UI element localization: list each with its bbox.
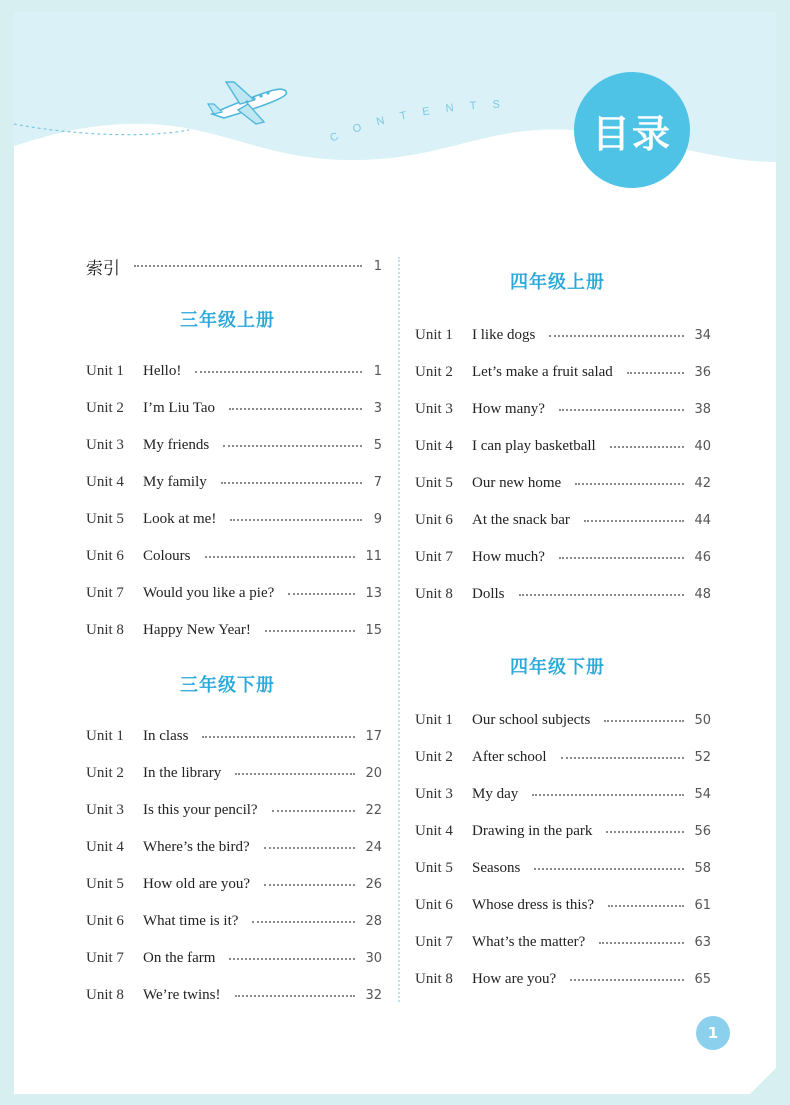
toc-title-badge <box>574 72 690 188</box>
unit-title: I can play basketball <box>472 438 596 454</box>
toc-entry[interactable] <box>86 903 382 940</box>
unit-page: 22 <box>365 803 382 818</box>
unit-number: Unit 4 <box>86 839 124 855</box>
unit-page: 1 <box>373 364 382 379</box>
toc-entry[interactable] <box>415 924 711 961</box>
unit-page: 36 <box>694 365 711 380</box>
unit-number: Unit 1 <box>86 728 124 744</box>
unit-page: 7 <box>373 475 382 490</box>
unit-title: Would you like a pie? <box>143 585 275 601</box>
leader-dots <box>235 995 356 997</box>
unit-page: 54 <box>694 787 711 802</box>
unit-title: Seasons <box>472 860 521 876</box>
unit-page: 44 <box>694 513 711 528</box>
corner-fold-decoration <box>736 1054 776 1094</box>
toc-entry[interactable] <box>415 776 711 813</box>
unit-number: Unit 4 <box>86 474 124 490</box>
unit-title: How are you? <box>472 971 557 987</box>
column-divider <box>398 257 400 1002</box>
leader-dots <box>264 847 356 849</box>
unit-list-grade4-vol1 <box>415 317 711 613</box>
toc-entry[interactable] <box>86 866 382 903</box>
unit-title: I’m Liu Tao <box>143 400 215 416</box>
leader-dots <box>561 757 685 759</box>
toc-entry[interactable] <box>415 317 711 354</box>
unit-number: Unit 2 <box>415 749 453 765</box>
unit-number: Unit 7 <box>86 585 124 601</box>
leader-dots <box>230 519 362 521</box>
leader-dots <box>575 483 684 485</box>
unit-title: Let’s make a fruit salad <box>472 364 613 380</box>
section-heading-grade4-vol1: 四年级上册 <box>510 272 605 293</box>
unit-number: Unit 5 <box>415 475 453 491</box>
leader-dots <box>252 921 355 923</box>
unit-page: 13 <box>365 586 382 601</box>
unit-title: Colours <box>143 548 191 564</box>
unit-number: Unit 4 <box>415 823 453 839</box>
toc-entry[interactable] <box>415 702 711 739</box>
unit-page: 65 <box>694 972 711 987</box>
toc-entry[interactable] <box>86 501 382 538</box>
toc-entry[interactable] <box>415 850 711 887</box>
unit-number: Unit 6 <box>86 548 124 564</box>
unit-number: Unit 6 <box>415 512 453 528</box>
unit-number: Unit 8 <box>415 586 453 602</box>
unit-title: My family <box>143 474 207 490</box>
leader-dots <box>534 868 684 870</box>
leader-dots <box>610 446 685 448</box>
toc-entry[interactable] <box>86 829 382 866</box>
unit-number: Unit 1 <box>86 363 124 379</box>
toc-entry[interactable] <box>86 940 382 977</box>
section-heading-grade3-vol2: 三年级下册 <box>180 675 275 696</box>
leader-dots <box>223 445 362 447</box>
unit-number: Unit 5 <box>415 860 453 876</box>
toc-entry[interactable] <box>86 390 382 427</box>
unit-page: 38 <box>694 402 711 417</box>
unit-list-grade4-vol2 <box>415 702 711 998</box>
leader-dots <box>229 958 355 960</box>
unit-number: Unit 1 <box>415 712 453 728</box>
unit-page: 30 <box>365 951 382 966</box>
page-number: 1 <box>707 1024 719 1042</box>
toc-entry[interactable] <box>415 813 711 850</box>
unit-title: On the farm <box>143 950 216 966</box>
unit-number: Unit 8 <box>86 622 124 638</box>
unit-title: Is this your pencil? <box>143 802 258 818</box>
unit-number: Unit 1 <box>415 327 453 343</box>
leader-dots <box>627 372 685 374</box>
leader-dots <box>584 520 685 522</box>
unit-number: Unit 2 <box>86 400 124 416</box>
unit-number: Unit 2 <box>86 765 124 781</box>
toc-entry[interactable] <box>86 612 382 649</box>
unit-page: 15 <box>365 623 382 638</box>
toc-entry[interactable] <box>415 576 711 613</box>
unit-title: Our new home <box>472 475 562 491</box>
unit-number: Unit 3 <box>86 802 124 818</box>
leader-dots <box>202 736 355 738</box>
unit-page: 9 <box>373 512 382 527</box>
unit-page: 11 <box>365 549 382 564</box>
toc-entry[interactable] <box>415 539 711 576</box>
section-heading-grade4-vol2: 四年级下册 <box>510 657 605 678</box>
unit-number: Unit 7 <box>415 549 453 565</box>
unit-title: Look at me! <box>143 511 217 527</box>
toc-entry[interactable] <box>415 961 711 998</box>
toc-entry[interactable] <box>415 887 711 924</box>
unit-page: 52 <box>694 750 711 765</box>
unit-title: What time is it? <box>143 913 239 929</box>
unit-list-grade3-vol1 <box>86 353 382 649</box>
unit-number: Unit 2 <box>415 364 453 380</box>
unit-page: 61 <box>694 898 711 913</box>
unit-title: Hello! <box>143 363 182 379</box>
unit-page: 17 <box>365 729 382 744</box>
unit-title: Our school subjects <box>472 712 591 728</box>
unit-page: 46 <box>694 550 711 565</box>
unit-title: I like dogs <box>472 327 536 343</box>
unit-number: Unit 8 <box>415 971 453 987</box>
unit-title: Whose dress is this? <box>472 897 595 913</box>
toc-entry[interactable] <box>415 465 711 502</box>
leader-dots <box>288 593 355 595</box>
unit-page: 24 <box>365 840 382 855</box>
unit-number: Unit 3 <box>415 786 453 802</box>
unit-title: Drawing in the park <box>472 823 593 839</box>
section-heading-grade3-vol1: 三年级上册 <box>180 310 275 331</box>
unit-page: 48 <box>694 587 711 602</box>
book-page <box>14 12 776 1094</box>
unit-title: In the library <box>143 765 222 781</box>
leader-dots <box>559 557 685 559</box>
unit-number: Unit 5 <box>86 876 124 892</box>
unit-number: Unit 3 <box>415 401 453 417</box>
unit-page: 34 <box>694 328 711 343</box>
leader-dots <box>205 556 356 558</box>
toc-entry[interactable] <box>86 538 382 575</box>
leader-dots <box>264 884 355 886</box>
unit-title: What’s the matter? <box>472 934 586 950</box>
leader-dots <box>599 942 684 944</box>
unit-page: 26 <box>365 877 382 892</box>
unit-title: At the snack bar <box>472 512 570 528</box>
unit-page: 3 <box>373 401 382 416</box>
leader-dots <box>195 371 362 373</box>
unit-title: My friends <box>143 437 210 453</box>
toc-entry[interactable] <box>415 354 711 391</box>
leader-dots <box>559 409 685 411</box>
unit-title: How old are you? <box>143 876 251 892</box>
page-title: 目录 <box>591 111 672 156</box>
toc-entry[interactable] <box>86 977 382 1014</box>
index-entry[interactable] <box>86 252 382 280</box>
leader-dots <box>608 905 684 907</box>
unit-number: Unit 7 <box>86 950 124 966</box>
unit-number: Unit 6 <box>415 897 453 913</box>
unit-page: 28 <box>365 914 382 929</box>
unit-number: Unit 7 <box>415 934 453 950</box>
toc-entry[interactable] <box>86 755 382 792</box>
unit-title: Where’s the bird? <box>143 839 250 855</box>
unit-title: Happy New Year! <box>143 622 251 638</box>
leader-dots <box>532 794 684 796</box>
leader-dots <box>272 810 356 812</box>
toc-entry[interactable] <box>86 464 382 501</box>
toc-entry[interactable] <box>415 739 711 776</box>
unit-number: Unit 4 <box>415 438 453 454</box>
unit-number: Unit 3 <box>86 437 124 453</box>
page-number-badge <box>696 1016 730 1050</box>
index-page: 1 <box>373 258 382 274</box>
toc-entry[interactable] <box>415 502 711 539</box>
unit-page: 58 <box>694 861 711 876</box>
leader-dots <box>519 594 685 596</box>
unit-title: After school <box>472 749 547 765</box>
unit-list-grade3-vol2 <box>86 718 382 1014</box>
toc-entry[interactable] <box>415 428 711 465</box>
unit-page: 42 <box>694 476 711 491</box>
leader-dots <box>606 831 684 833</box>
toc-entry[interactable] <box>86 575 382 612</box>
leader-dots <box>221 482 362 484</box>
leader-dots <box>235 773 355 775</box>
toc-entry[interactable] <box>86 353 382 390</box>
toc-entry[interactable] <box>86 427 382 464</box>
unit-title: We’re twins! <box>143 987 221 1003</box>
unit-title: How many? <box>472 401 545 417</box>
index-label: 索引 <box>86 258 120 279</box>
toc-entry[interactable] <box>415 391 711 428</box>
leader-dots <box>604 720 684 722</box>
unit-title: How much? <box>472 549 545 565</box>
leader-dots <box>229 408 362 410</box>
unit-number: Unit 8 <box>86 987 124 1003</box>
unit-page: 40 <box>694 439 711 454</box>
leader-dots <box>265 630 356 632</box>
leader-dots <box>134 265 362 267</box>
unit-page: 56 <box>694 824 711 839</box>
unit-page: 20 <box>365 766 382 781</box>
toc-entry[interactable] <box>86 792 382 829</box>
unit-page: 5 <box>373 438 382 453</box>
unit-page: 32 <box>365 988 382 1003</box>
unit-page: 50 <box>694 713 711 728</box>
unit-title: Dolls <box>472 586 505 602</box>
leader-dots <box>570 979 684 981</box>
unit-number: Unit 6 <box>86 913 124 929</box>
svg-text:CONTENTS: CONTENTS <box>328 98 517 145</box>
leader-dots <box>549 335 684 337</box>
unit-page: 63 <box>694 935 711 950</box>
unit-number: Unit 5 <box>86 511 124 527</box>
toc-entry[interactable] <box>86 718 382 755</box>
unit-title: My day <box>472 786 519 802</box>
unit-title: In class <box>143 728 189 744</box>
